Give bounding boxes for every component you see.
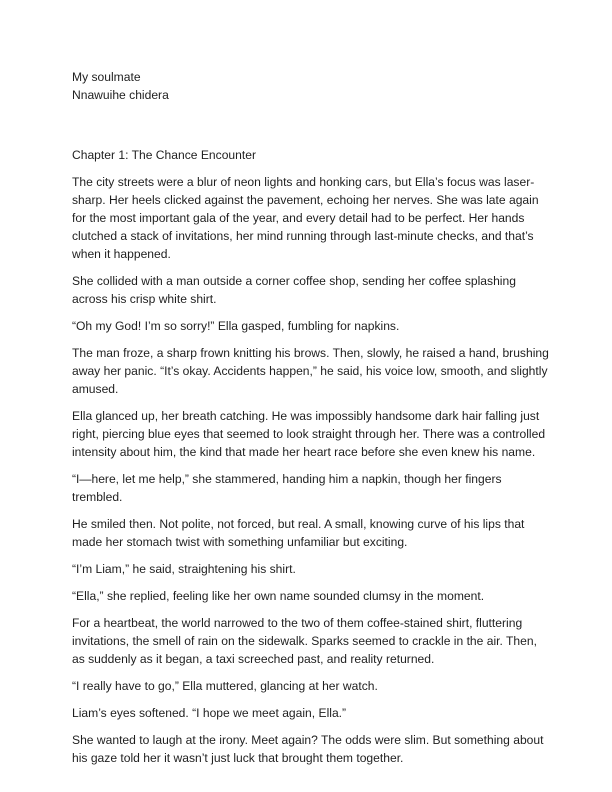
paragraph: “Oh my God! I’m so sorry!” Ella gasped, fumbling for napkins. bbox=[72, 319, 400, 333]
paragraph: She wanted to laugh at the irony. Meet again? The odds were slim. But something about his gaze told her it wasn’t just luck that brought them together. bbox=[72, 733, 544, 765]
paragraph: The city streets were a blur of neon lights and honking cars, but Ella’s focus was laser-sharp. Her heels clicked against the pavement, echoing her nerves. She was late again for the most important gala of the year, and every detail had to be perfect. Her hands clutched a stack of invitations, her mind running through last-minute checks, and that’s when it happened. bbox=[72, 175, 539, 261]
chapter-title: Chapter 1: The Chance Encounter bbox=[72, 148, 256, 162]
paragraph: For a heartbeat, the world narrowed to the two of them coffee-stained shirt, fluttering invitations, the smell of rain on the sidewalk. Sparks seemed to crackle in the air. Then, as suddenly as it began, a taxi screeched past, and reality returned. bbox=[72, 616, 537, 666]
author-name: Nnawuihe chidera bbox=[72, 88, 169, 102]
paragraph: The man froze, a sharp frown knitting his brows. Then, slowly, he raised a hand, brushing away her panic. “It’s okay. Accidents happen,” he said, his voice low, smooth, and slightly amused. bbox=[72, 346, 549, 396]
paragraph: He smiled then. Not polite, not forced, but real. A small, knowing curve of his lips that made her stomach twist with something unfamiliar but exciting. bbox=[72, 517, 525, 549]
document-header bbox=[72, 68, 550, 104]
paragraph: Liam’s eyes softened. “I hope we meet again, Ella.” bbox=[72, 706, 347, 720]
paragraph: “Ella,” she replied, feeling like her own name sounded clumsy in the moment. bbox=[72, 589, 485, 603]
paragraph: “I’m Liam,” he said, straightening his shirt. bbox=[72, 562, 296, 576]
paragraph: She collided with a man outside a corner coffee shop, sending her coffee splashing across his crisp white shirt. bbox=[72, 274, 516, 306]
chapter-body bbox=[72, 173, 550, 767]
paragraph: Ella glanced up, her breath catching. He was impossibly handsome dark hair falling just right, piercing blue eyes that seemed to look straight through her. There was a controlled intensity about him, the kind that made her heart race before she even knew his name. bbox=[72, 409, 546, 459]
document-title: My soulmate bbox=[72, 70, 141, 84]
paragraph: “I—here, let me help,” she stammered, handing him a napkin, though her fingers trembled. bbox=[72, 472, 502, 504]
document-page bbox=[72, 68, 550, 767]
paragraph: “I really have to go,” Ella muttered, glancing at her watch. bbox=[72, 679, 378, 693]
